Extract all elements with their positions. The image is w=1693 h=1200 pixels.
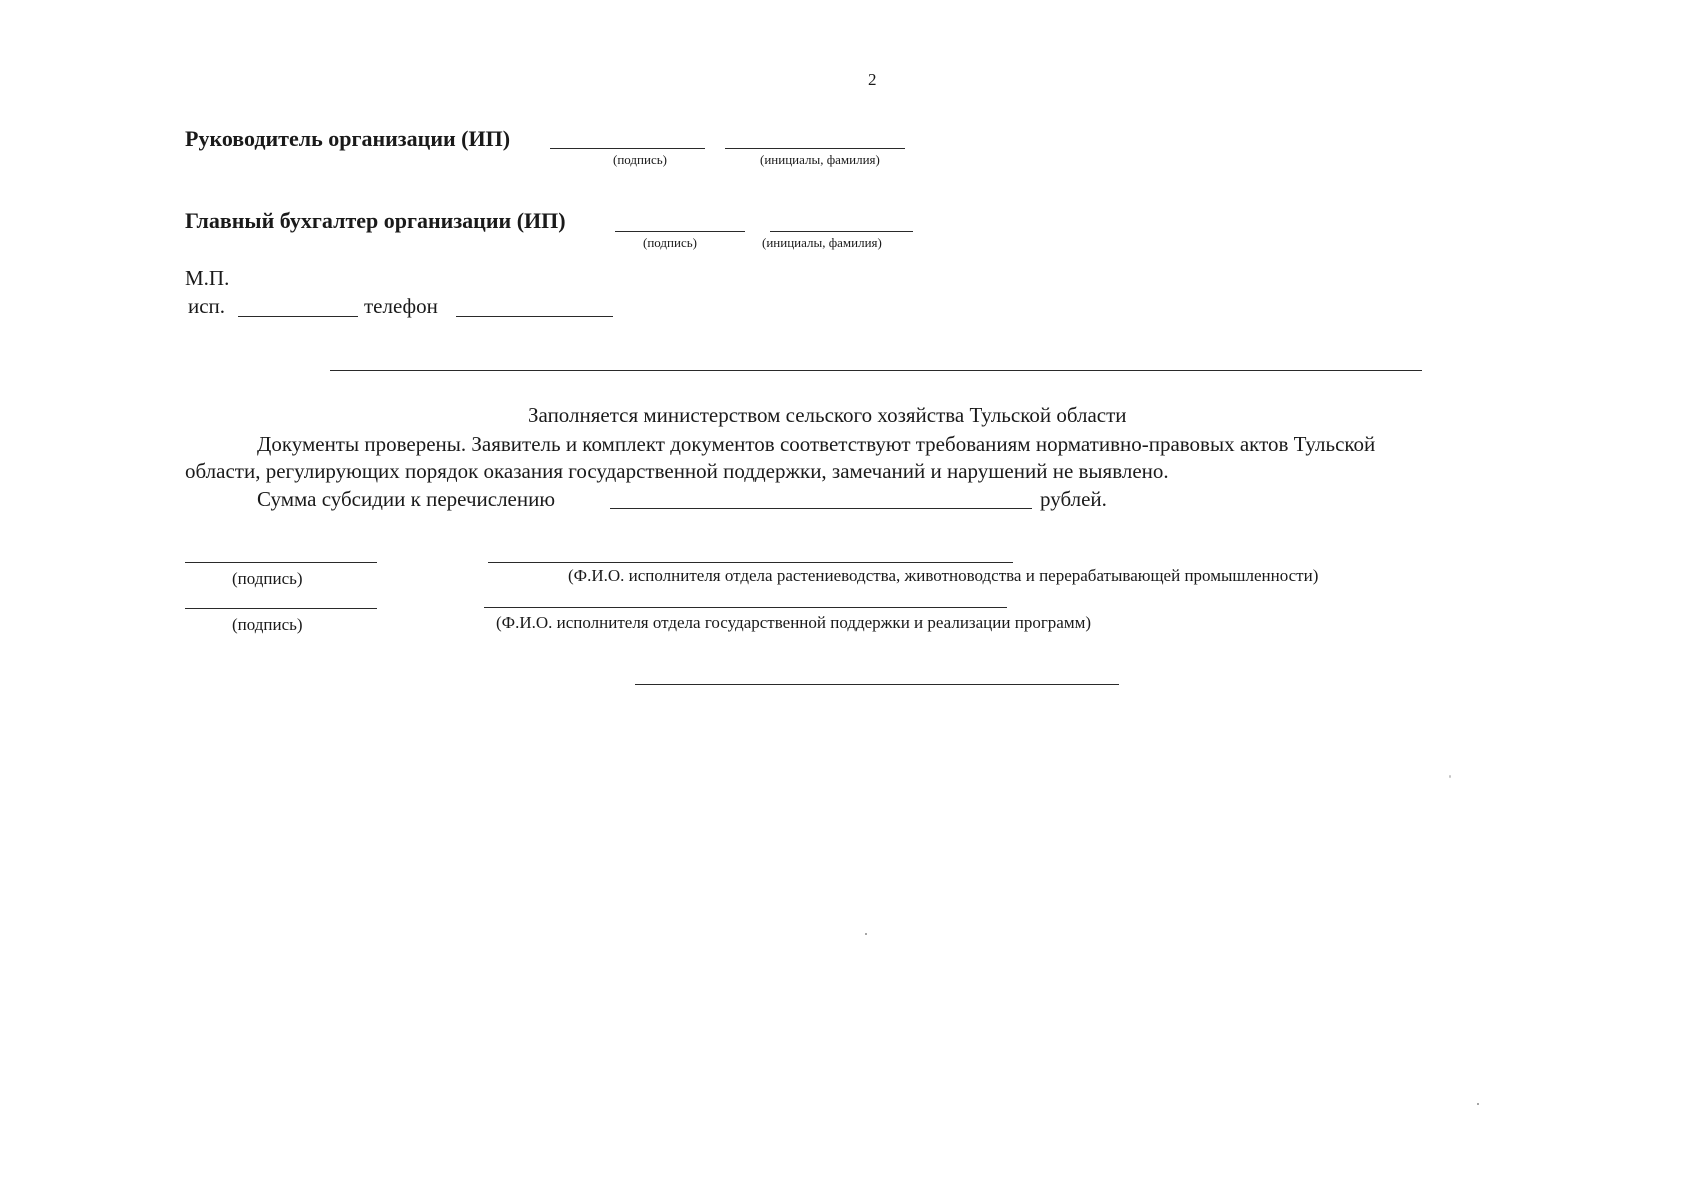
ministry-heading: Заполняется министерством сельского хозяйства Тульской области	[528, 403, 1127, 427]
closing-line	[635, 684, 1119, 685]
subsidy-sum-label: Сумма субсидии к перечислению	[257, 487, 556, 511]
approval-2-name-line	[484, 607, 1007, 608]
scan-speck	[865, 933, 867, 935]
stamp-place: М.П.	[185, 266, 230, 290]
head-signature-label: Руководитель организации (ИП)	[185, 126, 511, 151]
approval-1-name-caption: (Ф.И.О. исполнителя отдела растениеводства, животноводства и перерабатывающей промышленности)	[568, 566, 1319, 585]
head-name-caption: (инициалы, фамилия)	[760, 152, 880, 167]
phone-label: телефон	[364, 294, 438, 318]
ministry-paragraph-line-2: области, регулирующих порядок оказания государственной поддержки, замечаний и нарушений не выявлено.	[185, 459, 1169, 483]
accountant-sign-caption: (подпись)	[643, 235, 697, 250]
page-number: 2	[868, 70, 877, 89]
accountant-signature-label: Главный бухгалтер организации (ИП)	[185, 208, 566, 233]
scan-speck	[1449, 775, 1451, 778]
section-divider	[330, 370, 1422, 371]
accountant-signature-line	[615, 231, 745, 232]
subsidy-sum-unit: рублей.	[1040, 487, 1107, 511]
executor-line	[238, 316, 358, 317]
approval-2-signature-line	[185, 608, 377, 609]
ministry-paragraph-line-1: Документы проверены. Заявитель и комплект документов соответствуют требованиям нормативно-правовых актов Тульской	[257, 432, 1376, 456]
approval-1-signature-line	[185, 562, 377, 563]
accountant-name-caption: (инициалы, фамилия)	[762, 235, 882, 250]
subsidy-sum-line	[610, 508, 1032, 509]
accountant-name-line	[770, 231, 913, 232]
approval-1-sign-caption: (подпись)	[232, 569, 303, 588]
head-name-line	[725, 148, 905, 149]
executor-label: исп.	[188, 294, 226, 318]
head-signature-line	[550, 148, 705, 149]
approval-2-sign-caption: (подпись)	[232, 615, 303, 634]
phone-line	[456, 316, 613, 317]
scan-speck	[1477, 1103, 1479, 1105]
approval-2-name-caption: (Ф.И.О. исполнителя отдела государственной поддержки и реализации программ)	[496, 613, 1092, 632]
head-sign-caption: (подпись)	[613, 152, 667, 167]
approval-1-name-line	[488, 562, 1013, 563]
